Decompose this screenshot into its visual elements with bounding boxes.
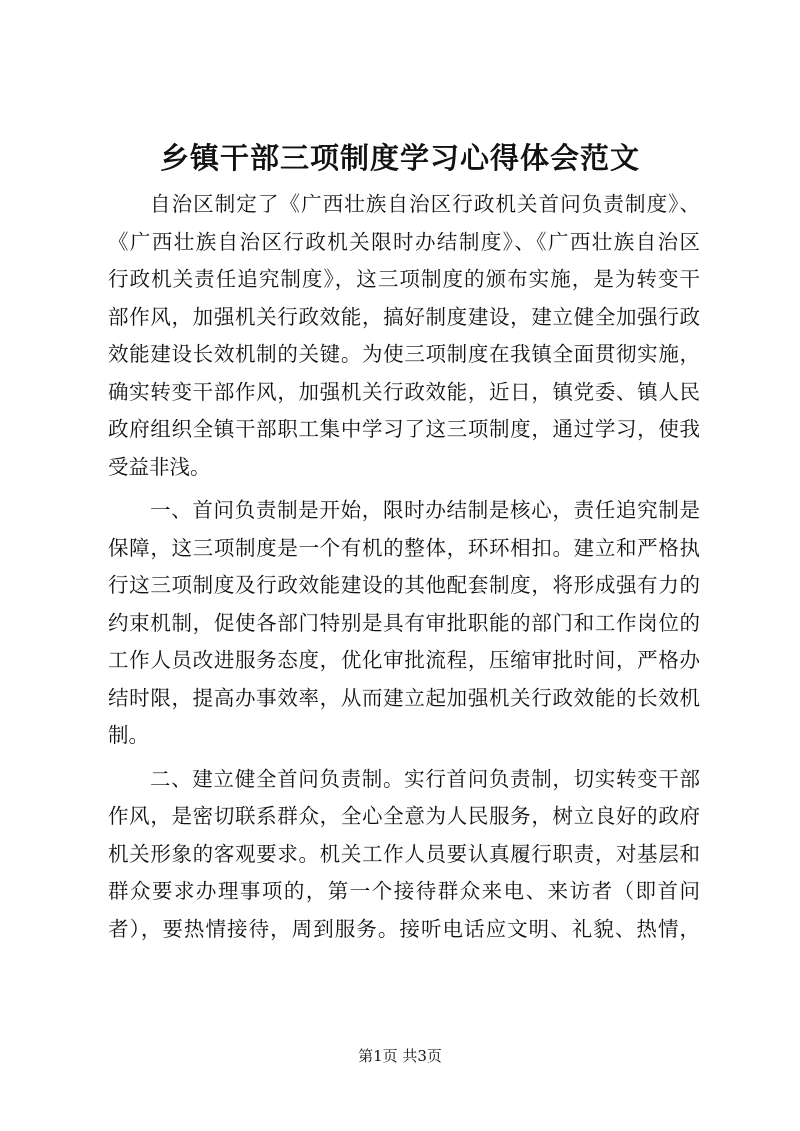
paragraph <box>108 492 700 755</box>
text-line: 工作人员改进服务态度，优化审批流程，压缩审批时间，严格办 <box>108 648 700 672</box>
document-title: 乡镇干部三项制度学习心得体会范文 <box>159 141 640 175</box>
text-line: 行政机关责任追究制度》，这三项制度的颁布实施，是为转变干 <box>108 267 700 291</box>
text-line: 作风，是密切联系群众，全心全意为人民服务，树立良好的政府 <box>108 804 700 828</box>
text-line: 自治区制定了《广西壮族自治区行政机关首问负责制度》、 <box>150 192 700 216</box>
text-line: 制。 <box>108 723 149 747</box>
paragraph <box>108 761 700 949</box>
text-line: 保障，这三项制度是一个有机的整体，环环相扣。建立和严格执 <box>108 535 700 560</box>
text-line: 受益非浅。 <box>108 454 211 479</box>
text-line: 二、建立健全首问负责制。实行首问负责制，切实转变干部 <box>150 766 700 791</box>
page-number-footer: 第1页 共3页 <box>358 1047 442 1065</box>
text-line: 机关形象的客观要求。机关工作人员要认真履行职责，对基层和 <box>108 841 700 866</box>
text-line: 者），要热情接待，周到服务。接听电话应文明、礼貌、热情， <box>108 916 700 941</box>
text-line: 结时限，提高办事效率，从而建立起加强机关行政效能的长效机 <box>108 685 700 710</box>
text-line: 一、首问负责制是开始，限时办结制是核心，责任追究制是 <box>150 498 700 522</box>
text-line: 政府组织全镇干部职工集中学习了这三项制度，通过学习，使我 <box>108 417 700 441</box>
text-line: 群众要求办理事项的，第一个接待群众来电、来访者（即首问 <box>108 879 700 903</box>
text-line: 确实转变干部作风，加强机关行政效能，近日，镇党委、镇人民 <box>108 379 700 404</box>
document-body <box>108 186 700 948</box>
text-line: 效能建设长效机制的关键。为使三项制度在我镇全面贯彻实施， <box>108 342 700 366</box>
text-line: 部作风，加强机关行政效能，搞好制度建设，建立健全加强行政 <box>108 304 700 329</box>
text-line: 行这三项制度及行政效能建设的其他配套制度，将形成强有力的 <box>108 573 700 597</box>
text-line: 《广西壮族自治区行政机关限时办结制度》、《广西壮族自治区 <box>108 229 700 254</box>
paragraph <box>108 186 700 486</box>
text-line: 约束机制，促使各部门特别是具有审批职能的部门和工作岗位的 <box>108 610 700 635</box>
